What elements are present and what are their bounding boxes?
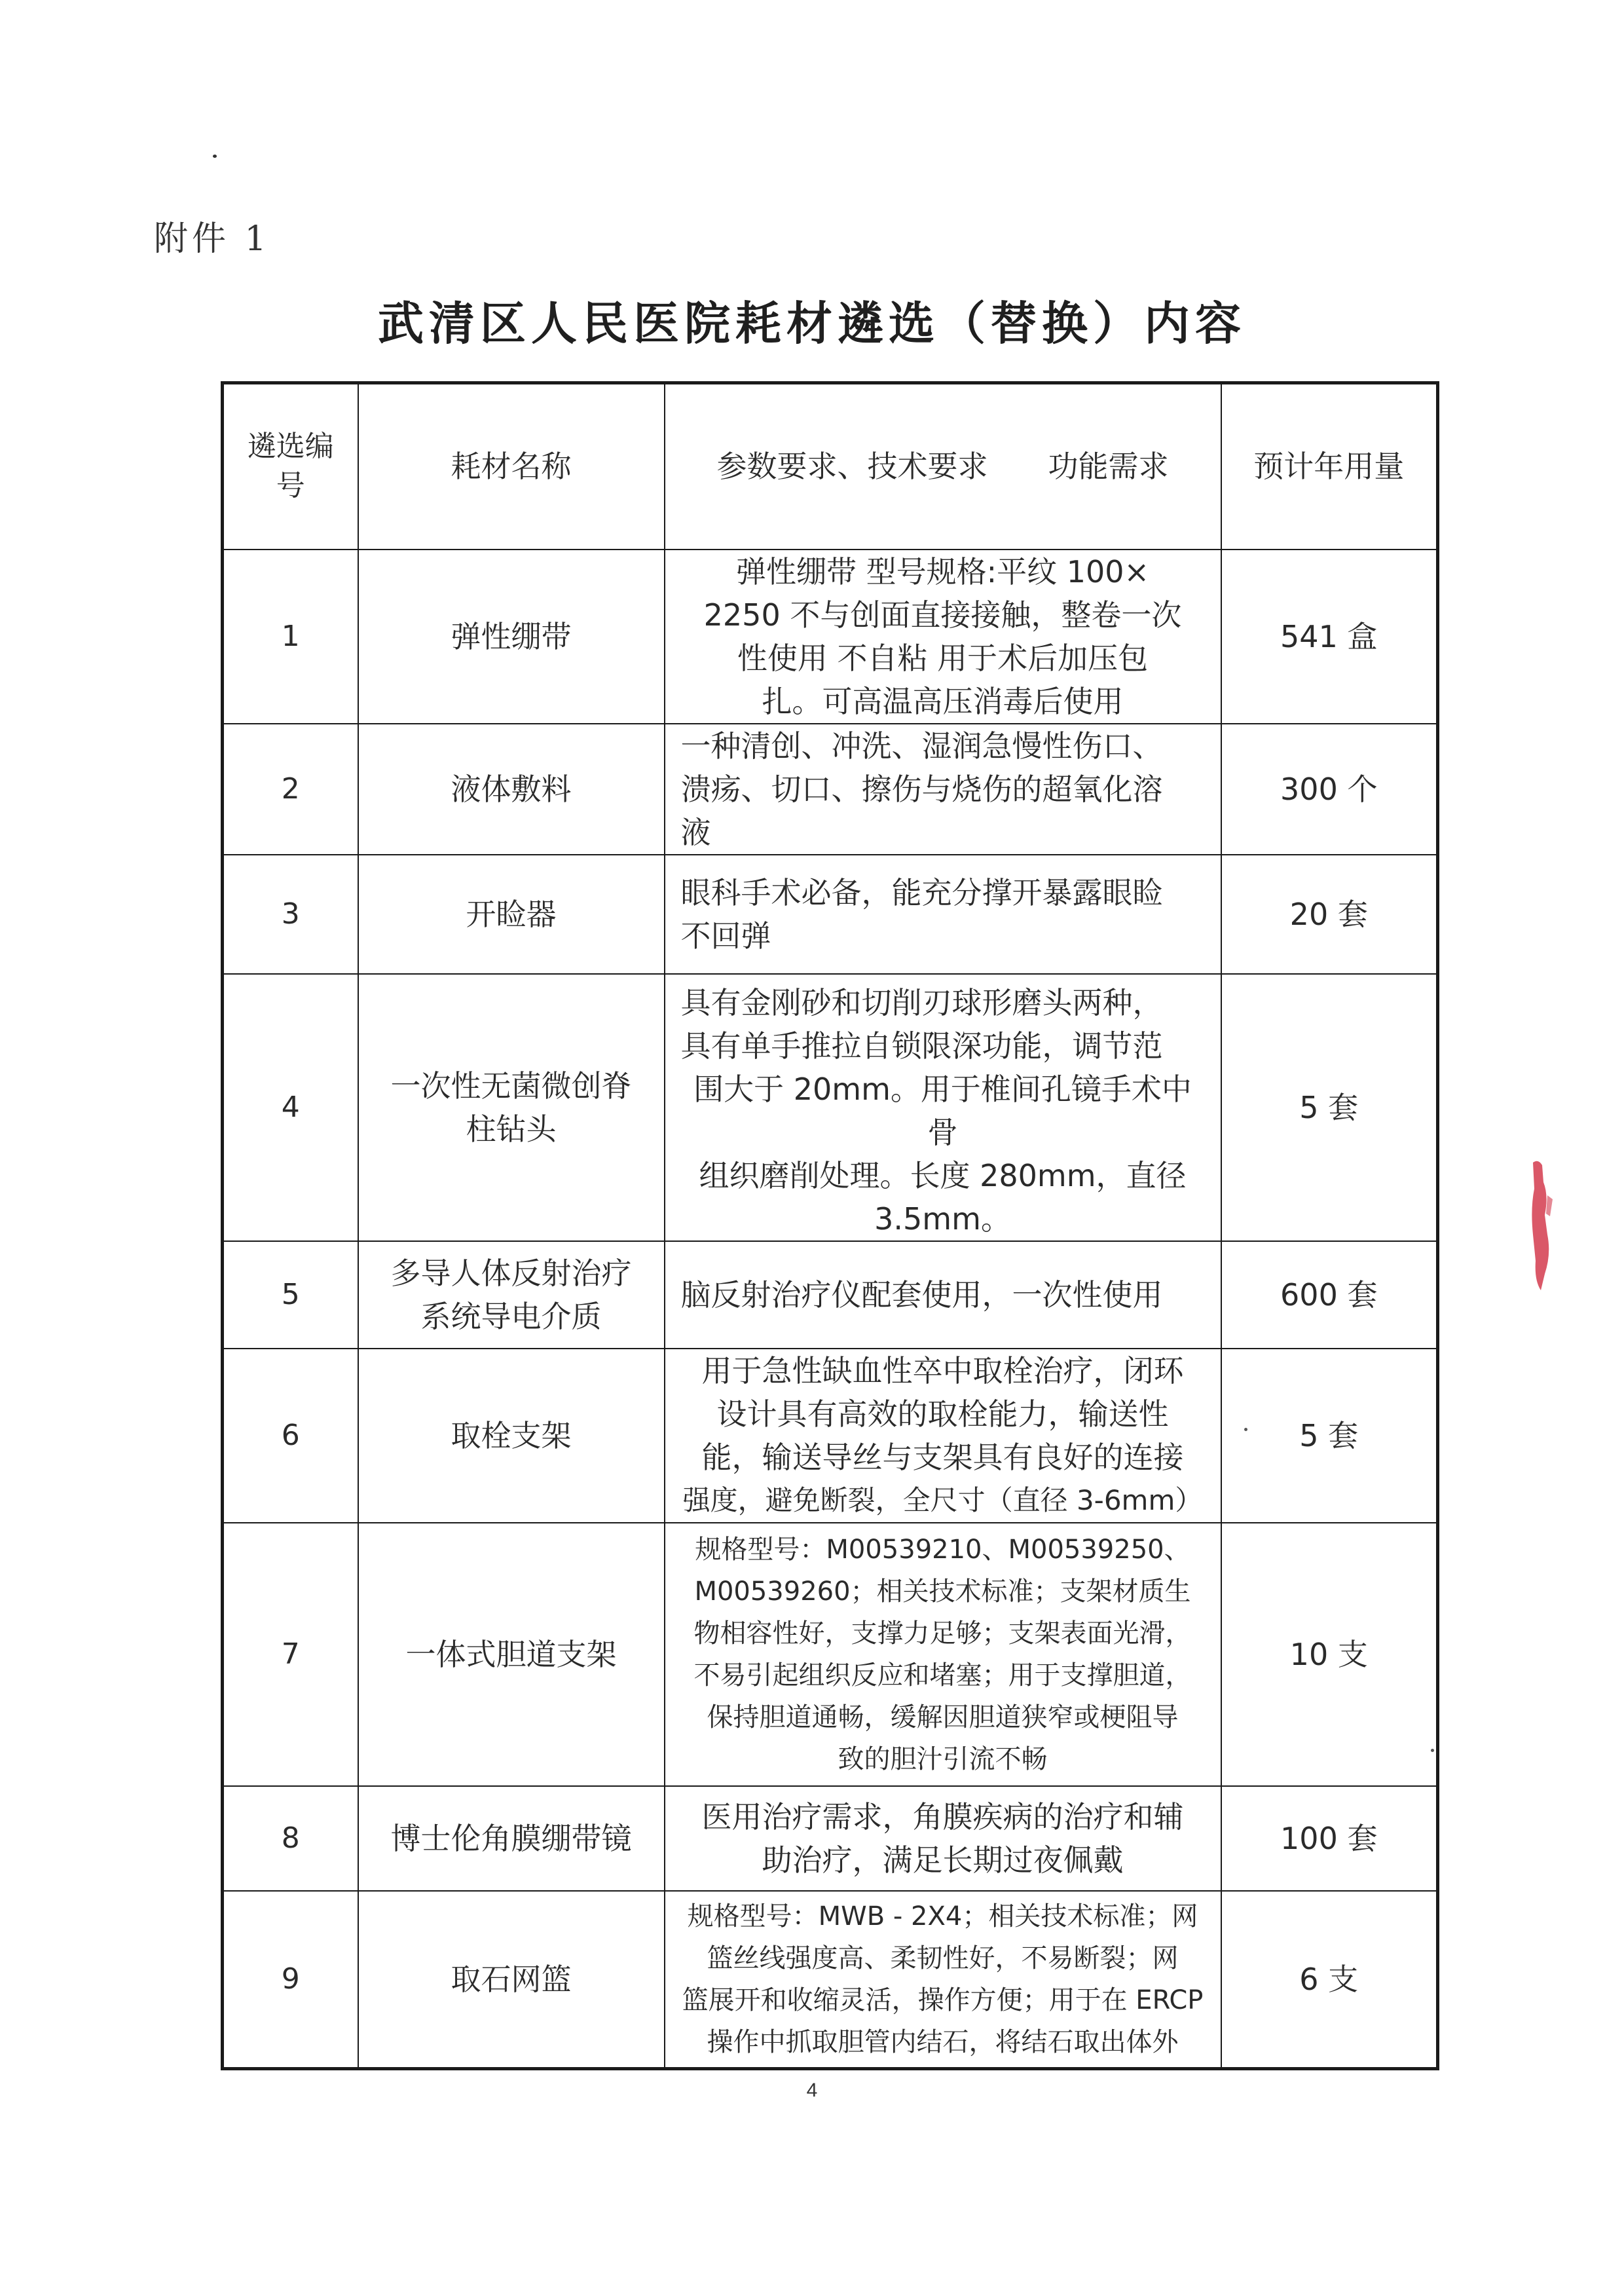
param-line: 3.5mm。 (874, 1201, 1011, 1237)
table-row (223, 855, 1438, 974)
row-params (665, 1241, 1221, 1349)
row-number: 1 (223, 550, 358, 724)
param-line: 设计具有高效的取栓能力，输送性 (716, 1396, 1169, 1432)
param-line: 具有金刚砂和切削刃球形磨头两种， (680, 984, 1163, 1020)
row-quantity: 600 套 (1221, 1241, 1438, 1349)
row-params (665, 974, 1221, 1241)
scan-speck (1431, 1749, 1434, 1752)
row-quantity: 300 个 (1221, 724, 1438, 855)
row-number: 5 (223, 1241, 358, 1349)
row-quantity: 6 支 (1221, 1891, 1438, 2069)
row-params (665, 1349, 1221, 1523)
row-params (665, 1523, 1221, 1786)
param-line: 液 (680, 814, 711, 850)
name-line: 柱钻头 (466, 1111, 557, 1147)
scan-speck (213, 155, 217, 158)
table-row (223, 1349, 1438, 1523)
name-line: 多导人体反射治疗 (390, 1255, 632, 1291)
red-seal-fragment (1529, 1156, 1555, 1294)
table-row (223, 974, 1438, 1241)
row-quantity: 20 套 (1221, 855, 1438, 974)
param-line: 2250 不与创面直接接触，整卷一次 (703, 597, 1182, 633)
row-number: 3 (223, 855, 358, 974)
row-number: 7 (223, 1523, 358, 1786)
row-name (358, 974, 665, 1241)
table-row (223, 550, 1438, 724)
param-line: M00539260；相关技术标准；支架材质生 (694, 1576, 1191, 1607)
table-header-row (223, 383, 1438, 550)
param-line: 篮展开和收缩灵活，操作方便；用于在 ERCP (682, 1985, 1204, 2015)
page-number: 4 (806, 2080, 818, 2101)
table-row (223, 1241, 1438, 1349)
param-line: 强度，避免断裂，全尺寸（直径 3-6mm） (682, 1483, 1203, 1516)
row-name: 一体式胆道支架 (358, 1523, 665, 1786)
row-number: 6 (223, 1349, 358, 1523)
row-quantity: 100 套 (1221, 1786, 1438, 1891)
row-name: 弹性绷带 (358, 550, 665, 724)
param-line: 一种清创、冲洗、湿润急慢性伤口、 (680, 728, 1163, 764)
param-line: 围大于 20mm。用于椎间孔镜手术中骨 (693, 1071, 1192, 1150)
name-line: 系统导电介质 (420, 1298, 602, 1334)
param-line: 能，输送导丝与支架具有良好的连接 (701, 1439, 1184, 1475)
table-row (223, 1786, 1438, 1891)
row-name: 博士伦角膜绷带镜 (358, 1786, 665, 1891)
header-number-text: 遴选编号 (247, 430, 334, 503)
row-params (665, 724, 1221, 855)
param-line: 溃疡、切口、擦伤与烧伤的超氧化溶 (680, 771, 1163, 807)
param-line: 助治疗，满足长期过夜佩戴 (762, 1842, 1124, 1878)
param-line: 眼科手术必备，能充分撑开暴露眼睑 (680, 874, 1163, 910)
param-line: 具有单手推拉自锁限深功能，调节范 (680, 1028, 1163, 1064)
param-line: 篮丝线强度高、柔韧性好，不易断裂；网 (707, 1943, 1179, 1973)
attachment-label: 附件 1 (154, 219, 270, 259)
header-name: 耗材名称 (358, 383, 665, 550)
row-params (665, 1891, 1221, 2069)
row-params (665, 1786, 1221, 1891)
row-number: 9 (223, 1891, 358, 2069)
param-line: 用于急性缺血性卒中取栓治疗，闭环 (701, 1353, 1184, 1389)
row-number: 2 (223, 724, 358, 855)
row-params (665, 855, 1221, 974)
row-quantity: 5 套 (1221, 1349, 1438, 1523)
row-quantity: 5 套 (1221, 974, 1438, 1241)
consumables-table (221, 381, 1439, 2070)
header-params: 参数要求、技术要求 功能需求 (665, 383, 1221, 550)
table-row (223, 1523, 1438, 1786)
row-name: 开睑器 (358, 855, 665, 974)
param-line: 操作中抓取胆管内结石，将结石取出体外 (707, 2026, 1179, 2057)
header-number (223, 383, 358, 550)
row-params (665, 550, 1221, 724)
name-line: 一次性无菌微创脊 (390, 1068, 632, 1104)
document-title: 武清区人民医院耗材遴选（替换）内容 (378, 297, 1246, 350)
param-line: 组织磨削处理。长度 280mm，直径 (699, 1157, 1187, 1193)
row-name (358, 1241, 665, 1349)
param-line: 脑反射治疗仪配套使用，一次性使用 (680, 1277, 1163, 1313)
row-quantity: 541 盒 (1221, 550, 1438, 724)
param-line: 物相容性好，支撑力足够；支架表面光滑， (693, 1618, 1192, 1649)
row-name: 液体敷料 (358, 724, 665, 855)
param-line: 不回弹 (680, 918, 771, 954)
row-quantity: 10 支 (1221, 1523, 1438, 1786)
row-number: 4 (223, 974, 358, 1241)
param-line: 弹性绷带 型号规格:平纹 100× (735, 553, 1150, 589)
row-name: 取栓支架 (358, 1349, 665, 1523)
table-row (223, 1891, 1438, 2069)
param-line: 医用治疗需求，角膜疾病的治疗和辅 (701, 1799, 1184, 1835)
param-line: 规格型号：M00539210、M00539250、 (695, 1534, 1190, 1565)
param-line: 扎。可高温高压消毒后使用 (762, 683, 1124, 719)
param-line: 保持胆道通畅，缓解因胆道狭窄或梗阻导 (707, 1702, 1179, 1732)
row-number: 8 (223, 1786, 358, 1891)
row-name: 取石网篮 (358, 1891, 665, 2069)
header-quantity: 预计年用量 (1221, 383, 1438, 550)
scan-speck (1244, 1428, 1247, 1431)
param-line: 致的胆汁引流不畅 (838, 1744, 1048, 1774)
param-line: 性使用 不自粘 用于术后加压包 (737, 640, 1149, 676)
param-line: 规格型号：MWB - 2X4；相关技术标准；网 (687, 1901, 1198, 1931)
param-line: 不易引起组织反应和堵塞；用于支撑胆道， (693, 1660, 1192, 1690)
table-row (223, 724, 1438, 855)
